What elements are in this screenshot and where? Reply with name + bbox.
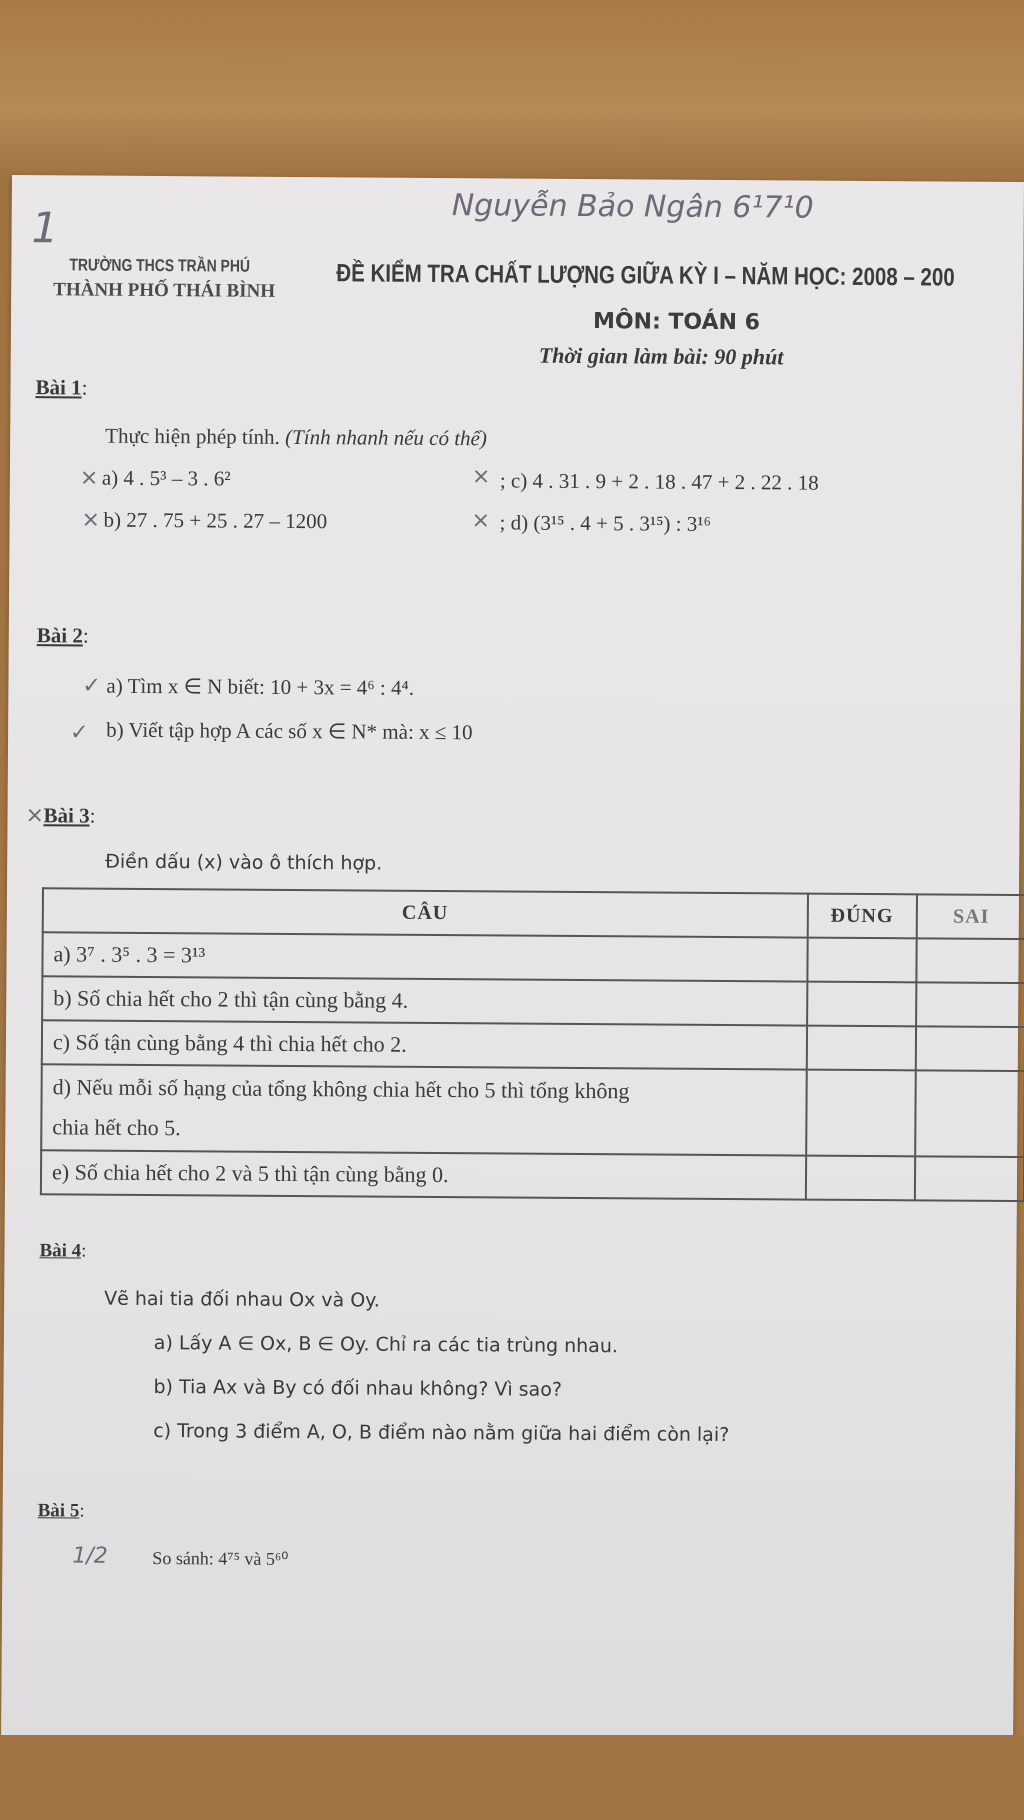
row-a-text: a) 3⁷ . 3⁵ . 3 = 3¹³ [42,932,807,981]
check-mark: ✓ [70,720,89,746]
school-city: THÀNH PHỐ THÁI BÌNH [53,279,276,302]
row-d-line1: d) Nếu mỗi số hạng của tổng không chia hết cho 5 thì tổng không [52,1074,630,1104]
bai1-colon: : [81,375,88,400]
row-a-dung[interactable] [807,938,917,983]
table-row [41,1150,1024,1201]
bai1-d: ; d) (3¹⁵ . 4 + 5 . 3¹⁵) : 3¹⁶ [499,510,712,536]
row-c-dung[interactable] [806,1026,916,1071]
bai4-c: c) Trong 3 điểm A, O, B điểm nào nằm giữa hai điểm còn lại? [153,1420,730,1447]
bai4-heading-wrap [39,1240,86,1262]
bai1-heading: Bài 1 [35,375,82,400]
header-cau: CÂU [43,888,808,937]
table-header-row [43,888,1024,939]
cross-mark: × [471,464,491,490]
student-name: Nguyễn Bảo Ngân 6¹7¹0 [451,188,814,226]
check-mark: ✓ [82,673,101,699]
bai4-colon: : [81,1240,87,1262]
bai3-heading: Bài 3 [43,803,90,828]
table-row [42,1020,1024,1071]
bai1-c: ; c) 4 . 31 . 9 + 2 . 18 . 47 + 2 . 22 . 18 [499,468,819,495]
row-a-sai[interactable] [916,938,1024,983]
bai2-heading-wrap [37,623,89,648]
row-e-text: e) Số chia hết cho 2 và 5 thì tận cùng bằng 0. [41,1150,806,1199]
bai1-heading-wrap [35,375,87,400]
bai4-a: a) Lấy A ∈ Ox, B ∈ Oy. Chỉ ra các tia trùng nhau. [153,1332,619,1358]
exam-title: ĐỀ KIỂM TRA CHẤT LƯỢNG GIỮA KỲ I – NĂM HỌC: 2008 – 200 [336,259,955,292]
bai1-instruction: Thực hiện phép tính. [105,423,280,449]
bai4-heading: Bài 4 [39,1240,82,1262]
bai1-b: b) 27 . 75 + 25 . 27 – 1200 [103,507,328,534]
cross-mark: × [79,465,99,491]
bai4-instruction: Vẽ hai tia đối nhau Ox và Oy. [104,1287,380,1312]
cross-mark: × [471,508,491,534]
table-row [42,932,1024,983]
bai3-heading-wrap [43,803,95,828]
row-d-sai[interactable] [915,1070,1024,1157]
table-row [42,976,1024,1027]
row-d-dung[interactable] [806,1070,916,1157]
bai2-a: a) Tìm x ∈ N biết: 10 + 3x = 4⁶ : 4⁴. [106,673,415,700]
bai5-heading-wrap [38,1500,85,1522]
exam-subject: MÔN: TOÁN 6 [592,309,761,336]
bai2-colon: : [82,623,89,648]
exam-paper [1,175,1024,1742]
bai5-mark: 1/2 [72,1543,108,1569]
row-c-text: c) Số tận cùng bằng 4 thì chia hết cho 2. [42,1020,807,1069]
exam-time: Thời gian làm bài: 90 phút [538,342,784,370]
header-sai: SAI [916,894,1024,939]
bai2-b: b) Viết tập hợp A các số x ∈ N* mà: x ≤ 10 [106,717,473,745]
row-b-sai[interactable] [916,982,1024,1027]
row-c-sai[interactable] [916,1026,1024,1071]
table-row [41,1064,1024,1157]
row-d-text [41,1064,806,1155]
row-b-dung[interactable] [807,982,917,1027]
bai5-heading: Bài 5 [37,1500,80,1522]
bai3-colon: : [89,803,96,828]
cross-mark: × [25,803,45,829]
row-b-text: b) Số chia hết cho 2 thì tận cùng bằng 4. [42,976,807,1025]
bai2-heading: Bài 2 [36,623,83,648]
bai5-text: So sánh: 4⁷⁵ và 5⁶⁰ [152,1548,289,1569]
row-e-dung[interactable] [805,1156,915,1201]
bai1-instruction-line [105,424,487,452]
row-d-line2: chia hết cho 5. [52,1114,181,1141]
bai1-a: a) 4 . 5³ – 3 . 6² [101,465,231,491]
header-dung: ĐÚNG [807,894,917,939]
bai3-instruction: Điền dấu (x) vào ô thích hợp. [105,850,383,875]
desk-surface [0,1735,1024,1820]
bai1-instruction-hint: (Tính nhanh nếu có thể) [285,424,487,451]
row-e-sai[interactable] [915,1156,1024,1201]
school-name: TRƯỜNG THCS TRẦN PHÚ [69,255,251,276]
answer-table [40,887,1024,1202]
score-mark: 1 [31,203,59,253]
bai5-colon: : [79,1500,85,1522]
bai4-b: b) Tia Ax và By có đối nhau không? Vì sao? [153,1376,563,1401]
cross-mark: × [81,507,101,533]
